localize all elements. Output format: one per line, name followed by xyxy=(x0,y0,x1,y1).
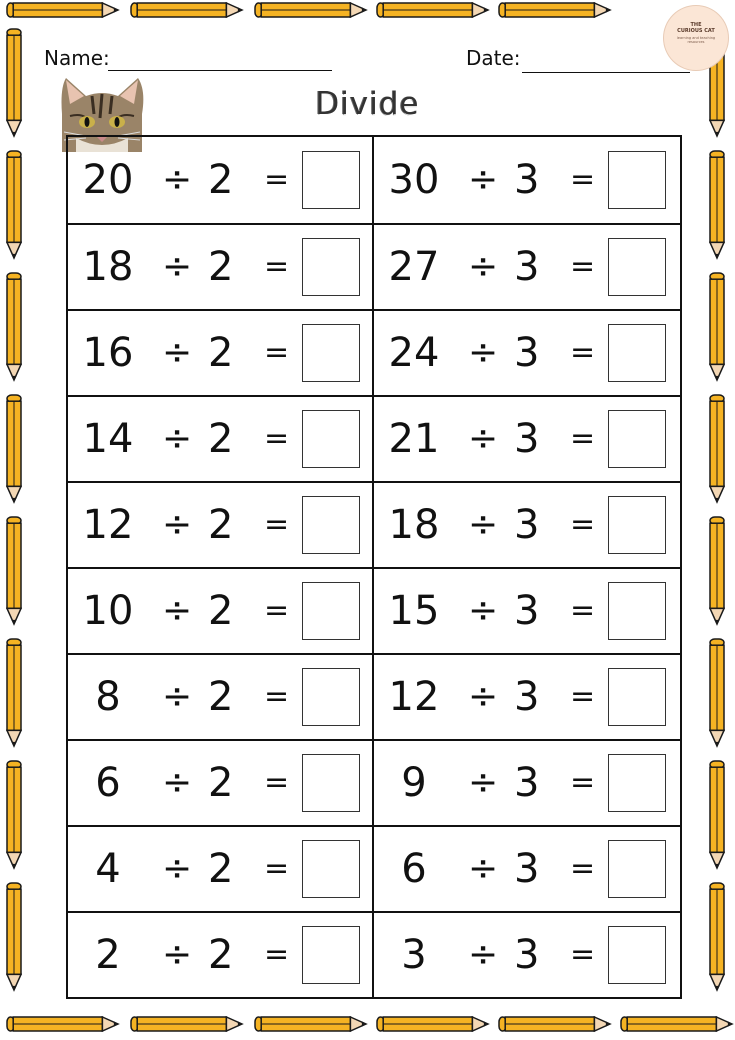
equals-sign: = xyxy=(570,937,596,973)
problem-row xyxy=(68,825,680,911)
problem-cell-left xyxy=(68,913,374,997)
pencil-icon xyxy=(6,760,22,870)
divide-sign: ÷ xyxy=(162,418,193,460)
problem-cell-right xyxy=(374,225,680,309)
dividend-number: 8 xyxy=(95,674,121,721)
divide-sign: ÷ xyxy=(468,676,499,718)
problem-cell-right xyxy=(374,137,680,223)
divisor-number: 2 xyxy=(208,588,234,635)
answer-box[interactable] xyxy=(608,238,666,296)
pencil-icon xyxy=(6,1016,120,1032)
divide-sign: ÷ xyxy=(468,418,499,460)
equals-sign: = xyxy=(264,593,290,629)
logo-line-2: CURIOUS CAT xyxy=(677,28,715,34)
problem-cell-left xyxy=(68,569,374,653)
problem-cell-right xyxy=(374,483,680,567)
divide-sign: ÷ xyxy=(162,246,193,288)
equals-sign: = xyxy=(570,851,596,887)
divisor-number: 3 xyxy=(514,588,540,635)
equals-sign: = xyxy=(570,679,596,715)
equals-sign: = xyxy=(264,679,290,715)
name-field[interactable] xyxy=(108,70,332,71)
answer-box[interactable] xyxy=(608,324,666,382)
dividend-number: 12 xyxy=(388,674,440,721)
dividend-number: 9 xyxy=(401,760,427,807)
problem-row xyxy=(68,567,680,653)
dividend-number: 2 xyxy=(95,932,121,979)
answer-box[interactable] xyxy=(302,238,360,296)
pencil-icon xyxy=(709,150,725,260)
pencil-icon xyxy=(498,1016,612,1032)
divisor-number: 2 xyxy=(208,674,234,721)
divide-sign: ÷ xyxy=(468,504,499,546)
equals-sign: = xyxy=(264,851,290,887)
dividend-number: 6 xyxy=(95,760,121,807)
dividend-number: 3 xyxy=(401,932,427,979)
answer-box[interactable] xyxy=(302,754,360,812)
equals-sign: = xyxy=(264,507,290,543)
equals-sign: = xyxy=(570,249,596,285)
answer-box[interactable] xyxy=(302,582,360,640)
pencil-icon xyxy=(6,516,22,626)
divisor-number: 3 xyxy=(514,244,540,291)
answer-box[interactable] xyxy=(608,926,666,984)
divisor-number: 2 xyxy=(208,846,234,893)
divide-sign: ÷ xyxy=(162,762,193,804)
equals-sign: = xyxy=(570,593,596,629)
problem-cell-left xyxy=(68,311,374,395)
problem-cell-right xyxy=(374,397,680,481)
answer-box[interactable] xyxy=(608,496,666,554)
divisor-number: 2 xyxy=(208,244,234,291)
problem-cell-right xyxy=(374,569,680,653)
problem-cell-right xyxy=(374,655,680,739)
divisor-number: 3 xyxy=(514,674,540,721)
divide-sign: ÷ xyxy=(162,159,193,201)
equals-sign: = xyxy=(264,765,290,801)
dividend-number: 27 xyxy=(388,244,440,291)
dividend-number: 18 xyxy=(388,502,440,549)
pencil-icon xyxy=(709,638,725,748)
dividend-number: 21 xyxy=(388,416,440,463)
problem-cell-left xyxy=(68,137,374,223)
equals-sign: = xyxy=(570,507,596,543)
problem-cell-left xyxy=(68,483,374,567)
equals-sign: = xyxy=(570,765,596,801)
divide-sign: ÷ xyxy=(468,246,499,288)
answer-box[interactable] xyxy=(608,151,666,209)
pencil-icon xyxy=(620,1016,734,1032)
problem-row xyxy=(68,395,680,481)
problem-row xyxy=(68,739,680,825)
divide-sign: ÷ xyxy=(162,934,193,976)
division-grid xyxy=(66,135,682,999)
pencil-icon xyxy=(709,882,725,992)
brand-logo xyxy=(664,6,728,70)
problem-row xyxy=(68,481,680,567)
equals-sign: = xyxy=(264,937,290,973)
pencil-icon xyxy=(6,272,22,382)
logo-tagline: learning and teaching resources xyxy=(676,36,716,44)
divisor-number: 3 xyxy=(514,502,540,549)
pencil-icon xyxy=(709,394,725,504)
logo-line-1: THE xyxy=(690,22,702,28)
dividend-number: 20 xyxy=(82,157,134,204)
equals-sign: = xyxy=(264,421,290,457)
equals-sign: = xyxy=(570,421,596,457)
dividend-number: 4 xyxy=(95,846,121,893)
equals-sign: = xyxy=(570,335,596,371)
problem-cell-left xyxy=(68,741,374,825)
pencil-icon xyxy=(709,272,725,382)
dividend-number: 18 xyxy=(82,244,134,291)
pencil-icon xyxy=(254,2,368,18)
divide-sign: ÷ xyxy=(162,676,193,718)
answer-box[interactable] xyxy=(302,926,360,984)
equals-sign: = xyxy=(264,162,290,198)
problem-cell-right xyxy=(374,913,680,997)
divide-sign: ÷ xyxy=(468,159,499,201)
divisor-number: 2 xyxy=(208,932,234,979)
answer-box[interactable] xyxy=(608,582,666,640)
pencil-icon xyxy=(6,882,22,992)
pencil-icon xyxy=(6,394,22,504)
pencil-icon xyxy=(6,150,22,260)
divisor-number: 3 xyxy=(514,760,540,807)
divide-sign: ÷ xyxy=(162,848,193,890)
answer-box[interactable] xyxy=(608,410,666,468)
dividend-number: 10 xyxy=(82,588,134,635)
dividend-number: 14 xyxy=(82,416,134,463)
problem-cell-right xyxy=(374,741,680,825)
problem-cell-right xyxy=(374,827,680,911)
problem-row xyxy=(68,223,680,309)
divisor-number: 3 xyxy=(514,330,540,377)
dividend-number: 6 xyxy=(401,846,427,893)
divide-sign: ÷ xyxy=(162,332,193,374)
page-title: Divide xyxy=(315,86,420,122)
divide-sign: ÷ xyxy=(468,934,499,976)
problem-cell-left xyxy=(68,397,374,481)
dividend-number: 24 xyxy=(388,330,440,377)
dividend-number: 12 xyxy=(82,502,134,549)
divisor-number: 3 xyxy=(514,932,540,979)
divisor-number: 2 xyxy=(208,502,234,549)
pencil-icon xyxy=(254,1016,368,1032)
divide-sign: ÷ xyxy=(162,590,193,632)
divisor-number: 2 xyxy=(208,157,234,204)
pencil-icon xyxy=(130,2,244,18)
divisor-number: 3 xyxy=(514,157,540,204)
divide-sign: ÷ xyxy=(162,504,193,546)
answer-box[interactable] xyxy=(302,840,360,898)
pencil-icon xyxy=(6,2,120,18)
divisor-number: 2 xyxy=(208,760,234,807)
pencil-icon xyxy=(130,1016,244,1032)
pencil-icon xyxy=(709,516,725,626)
answer-box[interactable] xyxy=(608,668,666,726)
divide-sign: ÷ xyxy=(468,332,499,374)
equals-sign: = xyxy=(570,162,596,198)
answer-box[interactable] xyxy=(608,840,666,898)
divide-sign: ÷ xyxy=(468,762,499,804)
pencil-icon xyxy=(376,2,490,18)
pencil-icon xyxy=(498,2,612,18)
dividend-number: 15 xyxy=(388,588,440,635)
problem-row xyxy=(68,911,680,997)
problem-row xyxy=(68,653,680,739)
pencil-icon xyxy=(6,638,22,748)
dividend-number: 30 xyxy=(388,157,440,204)
divisor-number: 2 xyxy=(208,330,234,377)
answer-box[interactable] xyxy=(302,151,360,209)
divisor-number: 3 xyxy=(514,846,540,893)
problem-cell-left xyxy=(68,225,374,309)
equals-sign: = xyxy=(264,335,290,371)
answer-box[interactable] xyxy=(302,496,360,554)
equals-sign: = xyxy=(264,249,290,285)
problem-cell-left xyxy=(68,655,374,739)
answer-box[interactable] xyxy=(302,324,360,382)
problem-row xyxy=(68,137,680,223)
answer-box[interactable] xyxy=(608,754,666,812)
problem-cell-right xyxy=(374,311,680,395)
problem-row xyxy=(68,309,680,395)
divide-sign: ÷ xyxy=(468,848,499,890)
divisor-number: 3 xyxy=(514,416,540,463)
pencil-icon xyxy=(709,760,725,870)
date-label: Date: xyxy=(466,46,521,70)
dividend-number: 16 xyxy=(82,330,134,377)
date-field[interactable] xyxy=(522,72,690,73)
problem-cell-left xyxy=(68,827,374,911)
answer-box[interactable] xyxy=(302,668,360,726)
name-label: Name: xyxy=(44,46,110,70)
divide-sign: ÷ xyxy=(468,590,499,632)
answer-box[interactable] xyxy=(302,410,360,468)
divisor-number: 2 xyxy=(208,416,234,463)
pencil-icon xyxy=(376,1016,490,1032)
